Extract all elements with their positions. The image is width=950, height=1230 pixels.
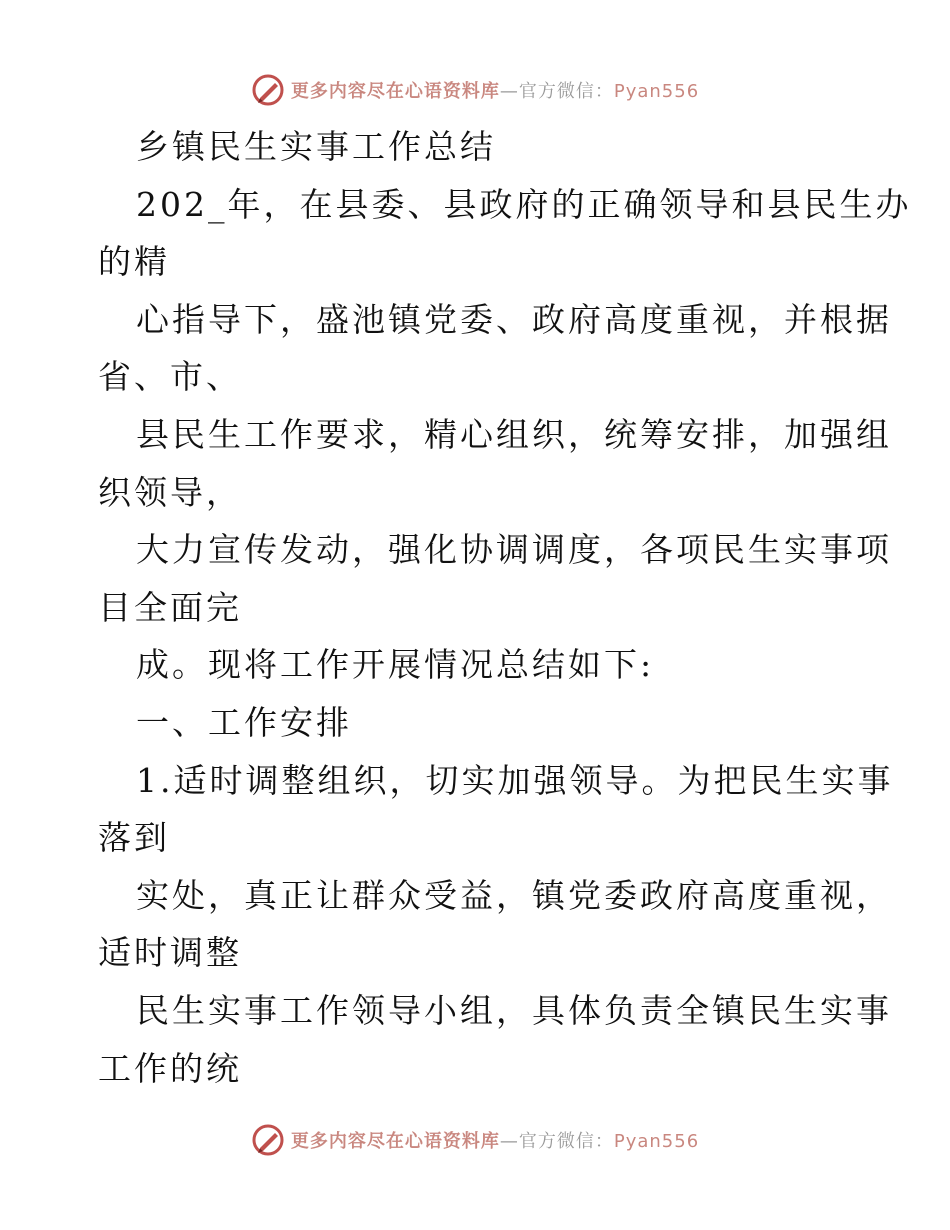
paragraph-line: 县民生工作要求，精心组织，统筹安排，加强组 [136,414,892,454]
paragraph-line: 省、市、 [98,357,242,397]
watermark-site: 更多内容尽在心语资料库 [290,81,500,102]
watermark-site: 更多内容尽在心语资料库 [290,1131,500,1152]
paragraph-line: 织领导， [98,472,242,512]
paragraph-line: 适时调整 [98,933,242,973]
watermark-text [291,77,699,103]
paragraph-line: 心指导下，盛池镇党委、政府高度重视，并根据 [136,299,892,339]
header-watermark [0,70,950,110]
watermark-wechat-id: Pyan556 [613,81,700,102]
watermark-dash: — [499,81,519,102]
pen-logo-icon [251,73,285,107]
footer-watermark [0,1120,950,1160]
document-body [98,118,912,1097]
paragraph-line: 工作的统 [98,1048,242,1088]
paragraph-line: 落到 [98,818,170,858]
paragraph-line: 1.适时调整组织，切实加强领导。为把民生实事 [136,760,894,800]
paragraph-line: 目全面完 [98,587,242,627]
paragraph-line: 民生实事工作领导小组，具体负责全镇民生实事 [136,990,892,1030]
paragraph-line: 实处，真正让群众受益，镇党委政府高度重视， [136,875,892,915]
paragraph-line: 的精 [98,242,170,282]
watermark-wechat-id: Pyan556 [613,1131,700,1152]
watermark-dash: — [499,1131,519,1152]
section-heading: 一、工作安排 [136,702,352,742]
paragraph-line: 成。现将工作开展情况总结如下: [136,645,655,685]
watermark-text [291,1127,699,1153]
paragraph-line: 大力宣传发动，强化协调调度，各项民生实事项 [136,530,892,570]
paragraph-line: 202_年，在县委、县政府的正确领导和县民生办 [136,184,912,224]
pen-logo-icon [251,1123,285,1157]
watermark-wechat-label: 官方微信： [518,1131,614,1152]
document-title: 乡镇民生实事工作总结 [136,127,496,166]
watermark-wechat-label: 官方微信： [518,81,614,102]
